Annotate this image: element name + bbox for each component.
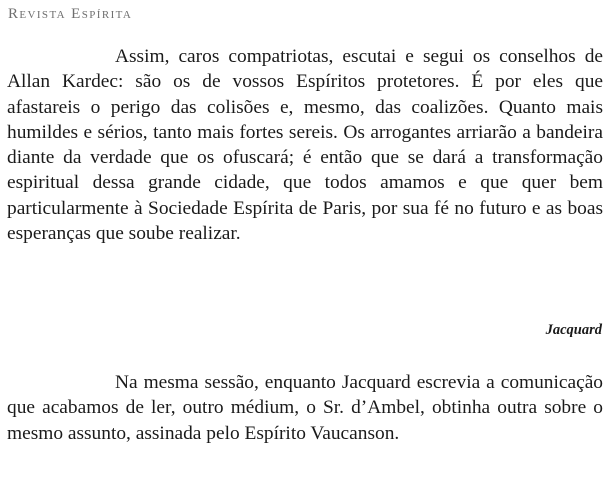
paragraph-2: Na mesma sessão, enquanto Jacquard escrevia a comunicação que acabamos de ler, outro médium, o Sr. d’Ambel, obtinha outra sobre o mesmo assunto, assinada pelo Espírito Vaucanson. xyxy=(7,372,603,444)
signature: Jacquard xyxy=(545,322,602,338)
paragraph-1: Assim, caros compatriotas, escutai e segui os conselhos de Allan Kardec: são os de vossos Espíritos protetores. É por eles que afastareis o perigo das colisões e, mesmo, das coalizões. Quanto mais humildes e sérios, tanto mais fortes sereis. Os arrogantes arriarão a bandeira diante da verdade que os ofuscará; é então que se dará a transformação espiritual dessa grande cidade, que todos amamos e que quer bem particularmente à Sociedade Espírita de Paris, por sua fé no futuro e as boas esperanças que soube realizar. xyxy=(7,46,603,245)
running-head: Revista Espírita xyxy=(8,6,133,22)
